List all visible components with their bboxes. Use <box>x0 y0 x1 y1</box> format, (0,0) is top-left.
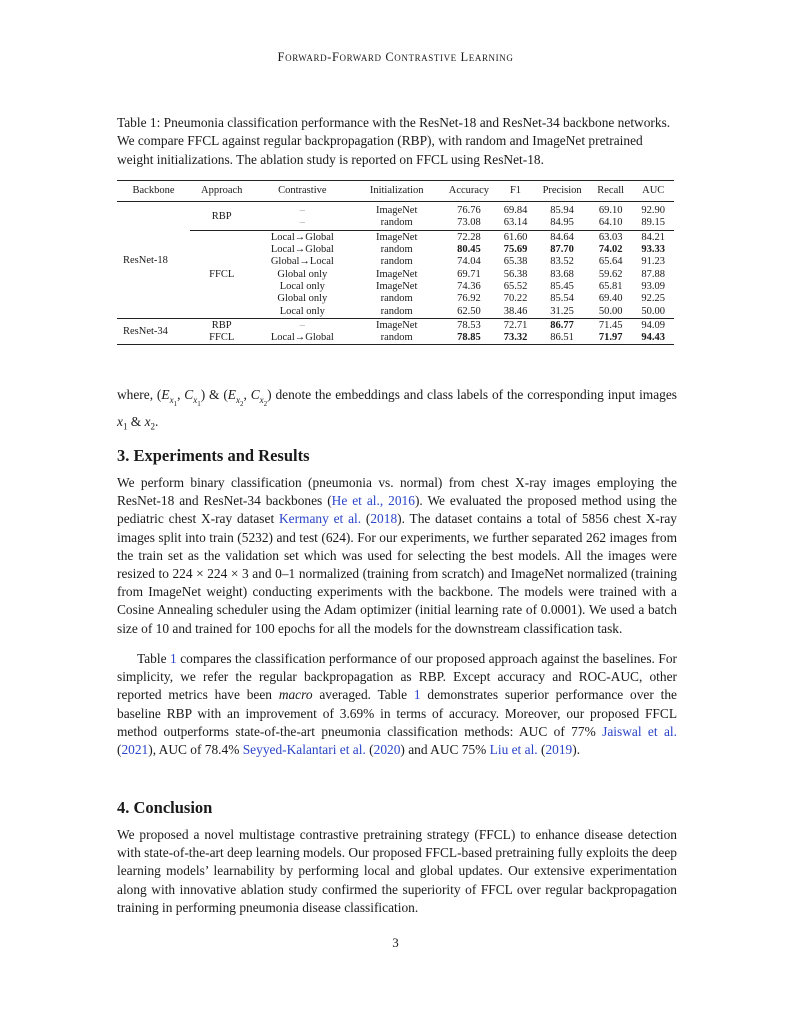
citation-link[interactable]: 2018 <box>370 511 398 527</box>
approach-ffcl: FFCL <box>209 268 235 280</box>
accuracy-cell: 62.50 <box>457 305 481 317</box>
paragraph-text: We proposed a novel multistage contrastive pretraining strategy (FFCL) to enhance disease detection with state-of-the-art deep learning models. Our proposed FFCL-based pretraining fully exploits the deep learning models’ learnability by performing local and global updates. Our extensive experimentation along with innovative ablation study confirmed the superiority of FFCL over regular backpropagation training in performing pneumonia disease classification. <box>117 827 677 915</box>
f1-cell: 69.84 <box>503 205 528 217</box>
contrastive-cell: – <box>299 319 305 331</box>
auc-cell: 84.21 <box>641 231 666 243</box>
table-row <box>117 202 674 218</box>
recall-cell: 65.81 <box>598 280 623 292</box>
precision-cell: 84.64 <box>550 231 574 243</box>
table-header-row <box>117 181 674 202</box>
results-table <box>117 180 674 348</box>
precision-cell: 31.25 <box>550 305 574 317</box>
col-recall: Recall <box>597 185 625 196</box>
paragraph-text: We perform binary classification (pneumonia vs. normal) from chest X-ray images employing the ResNet-18 and ResNet-34 backbones (He et al., 2016). We evaluated the proposed method using the pediatric chest X-ray dataset Kermany et al. (2018). The dataset contains a total of 5856 chest X-ray images split into train (5232) and test (624). For our experiments, we further separated 262 images from the train set as the validation set which was used for selecting the best models. All the images were resized to 224 × 224 × 3 and 0–1 normalized (training from scratch) and ImageNet normalized (training from ImageNet weight) conducting experiments with the backbone. The models were trained with a Cosine Annealing scheduler using the Adam optimizer (initial learning rate of 0.0001). We used a batch size of 10 and trained for 100 epochs for all the models for the downstream classification task. <box>117 475 677 636</box>
backbone-resnet34: ResNet-34 <box>123 325 168 337</box>
approach-rbp: RBP <box>211 211 232 223</box>
recall-cell: 64.10 <box>598 217 623 229</box>
contrastive-cell: Global only <box>277 268 328 280</box>
f1-cell: 70.22 <box>503 293 528 305</box>
citation-link[interactable]: He et al., 2016 <box>331 493 415 509</box>
table-ref-link[interactable]: 1 <box>170 651 177 666</box>
section-heading-conclusion: 4. Conclusion <box>117 798 213 817</box>
init-cell: random <box>380 217 413 229</box>
col-f1: F1 <box>509 185 522 196</box>
approach-cell: RBP <box>211 319 232 331</box>
contrastive-cell: Local→Global <box>270 332 334 344</box>
accuracy-cell: 76.92 <box>457 293 481 305</box>
equation-paragraph <box>117 386 677 436</box>
contrastive-cell: Local only <box>279 305 325 317</box>
init-cell: ImageNet <box>375 205 418 217</box>
f1-cell: 75.69 <box>503 244 528 256</box>
accuracy-cell: 76.76 <box>457 205 481 217</box>
precision-cell: 85.45 <box>550 280 574 292</box>
precision-cell: 85.94 <box>550 205 574 217</box>
accuracy-cell: 69.71 <box>457 268 481 280</box>
init-cell: random <box>380 256 413 268</box>
col-approach: Approach <box>201 185 243 196</box>
page-number: 3 <box>392 935 399 950</box>
table-row <box>117 232 674 244</box>
table-row <box>117 332 674 345</box>
col-contrastive: Contrastive <box>278 185 327 196</box>
f1-cell: 61.60 <box>503 231 528 243</box>
recall-cell: 74.02 <box>598 244 623 256</box>
auc-cell: 94.43 <box>641 332 666 344</box>
contrastive-cell: – <box>299 217 305 229</box>
backbone-resnet18: ResNet-18 <box>123 255 168 267</box>
init-cell: random <box>380 332 413 344</box>
f1-cell: 38.46 <box>503 305 528 317</box>
citation-link[interactable]: 2019 <box>545 742 573 758</box>
f1-cell: 65.38 <box>503 256 528 268</box>
contrastive-cell: Local only <box>279 280 325 292</box>
col-auc: AUC <box>642 185 665 196</box>
precision-cell: 83.52 <box>550 256 574 268</box>
accuracy-cell: 78.53 <box>457 319 481 331</box>
col-backbone: Backbone <box>132 185 175 196</box>
approach-cell: FFCL <box>209 332 235 344</box>
init-cell: ImageNet <box>375 319 418 331</box>
accuracy-cell: 73.08 <box>457 217 481 229</box>
auc-cell: 93.33 <box>641 244 666 256</box>
precision-cell: 87.70 <box>550 244 574 256</box>
precision-cell: 86.51 <box>550 332 574 344</box>
accuracy-cell: 80.45 <box>457 244 481 256</box>
auc-cell: 92.25 <box>641 293 666 305</box>
table-bottom-rule <box>117 345 674 349</box>
experiments-paragraph-1 <box>117 474 677 638</box>
init-cell: ImageNet <box>375 231 418 243</box>
recall-cell: 63.03 <box>598 231 623 243</box>
precision-cell: 83.68 <box>550 268 574 280</box>
citation-link[interactable]: 2021 <box>121 742 149 758</box>
recall-cell: 50.00 <box>598 305 623 317</box>
auc-cell: 91.23 <box>641 256 666 268</box>
accuracy-cell: 78.85 <box>457 332 481 344</box>
auc-cell: 89.15 <box>641 217 666 229</box>
f1-cell: 73.32 <box>503 332 528 344</box>
col-precision: Precision <box>542 185 582 196</box>
auc-cell: 94.09 <box>641 319 666 331</box>
table-row <box>117 320 674 332</box>
contrastive-cell: – <box>299 205 305 217</box>
citation-link[interactable]: Kermany et al. <box>278 511 362 527</box>
table-caption-text: Table 1: Pneumonia classification performance with the ResNet-18 and ResNet-34 backbone networks. We compare FFCL against regular backpropagation (RBP), with random and ImageNet pretrained weight initializations. The ablation study is reported on FFCL using ResNet-18. <box>117 115 671 167</box>
contrastive-cell: Global→Local <box>270 256 334 268</box>
conclusion-paragraph <box>117 826 677 917</box>
paragraph-text: Table 1 compares the classification performance of our proposed approach against the baselines. For simplicity, we refer the regular backpropagation as RBP. Except accuracy and ROC-AUC, other reported metrics have been macro averaged. Table 1 demonstrates superior performance over the baseline RBP with an improvement of 3.69% in terms of accuracy. Moreover, our proposed FFCL method outperforms state-of-the-art pneumonia classification methods: AUC of 77% Jaiswal et al. (2021), AUC of 78.4% Seyyed-Kalantari et al. (2020) and AUC 75% Liu et al. (2019). <box>117 651 677 758</box>
f1-cell: 56.38 <box>503 268 528 280</box>
citation-link[interactable]: Liu et al. <box>489 742 538 758</box>
recall-cell: 71.97 <box>598 332 623 344</box>
recall-cell: 69.40 <box>598 293 623 305</box>
recall-cell: 59.62 <box>598 268 623 280</box>
recall-cell: 65.64 <box>598 256 623 268</box>
auc-cell: 93.09 <box>641 280 666 292</box>
col-accuracy: Accuracy <box>448 185 490 196</box>
contrastive-cell: Global only <box>277 293 328 305</box>
recall-cell: 71.45 <box>598 319 623 331</box>
init-cell: random <box>380 293 413 305</box>
equation-text: where, ($E_{x_1}$, $C_{x_1}$) & ($E_{x_2}$, $C_{x_2}$) denote the embeddings and class labels of the corresponding input images $x_1$ & $x_2$. <box>117 387 678 432</box>
citation-link[interactable]: Jaiswal et al. <box>602 723 677 739</box>
accuracy-cell: 72.28 <box>457 231 481 243</box>
precision-cell: 85.54 <box>550 293 574 305</box>
accuracy-cell: 74.04 <box>457 256 481 268</box>
contrastive-cell: Local→Global <box>270 231 334 243</box>
experiments-paragraph-2 <box>117 650 677 759</box>
contrastive-cell: Local→Global <box>270 244 334 256</box>
f1-cell: 65.52 <box>503 280 528 292</box>
f1-cell: 72.71 <box>503 319 528 331</box>
recall-cell: 69.10 <box>598 205 623 217</box>
auc-cell: 87.88 <box>641 268 666 280</box>
accuracy-cell: 74.36 <box>457 280 481 292</box>
running-title: Forward-Forward Contrastive Learning <box>277 50 514 64</box>
f1-cell: 63.14 <box>503 217 528 229</box>
citation-link[interactable]: 2020 <box>373 742 401 758</box>
auc-cell: 50.00 <box>641 305 666 317</box>
precision-cell: 86.77 <box>550 319 574 331</box>
init-cell: random <box>380 244 413 256</box>
col-initialization: Initialization <box>369 185 424 196</box>
section-heading-experiments: 3. Experiments and Results <box>117 446 310 465</box>
precision-cell: 84.95 <box>550 217 574 229</box>
init-cell: random <box>380 305 413 317</box>
init-cell: ImageNet <box>375 268 418 280</box>
auc-cell: 92.90 <box>641 205 666 217</box>
table-caption <box>117 114 677 169</box>
table-ref-link[interactable]: 1 <box>413 687 421 703</box>
citation-link[interactable]: Seyyed-Kalantari et al. <box>242 742 366 758</box>
init-cell: ImageNet <box>375 280 418 292</box>
